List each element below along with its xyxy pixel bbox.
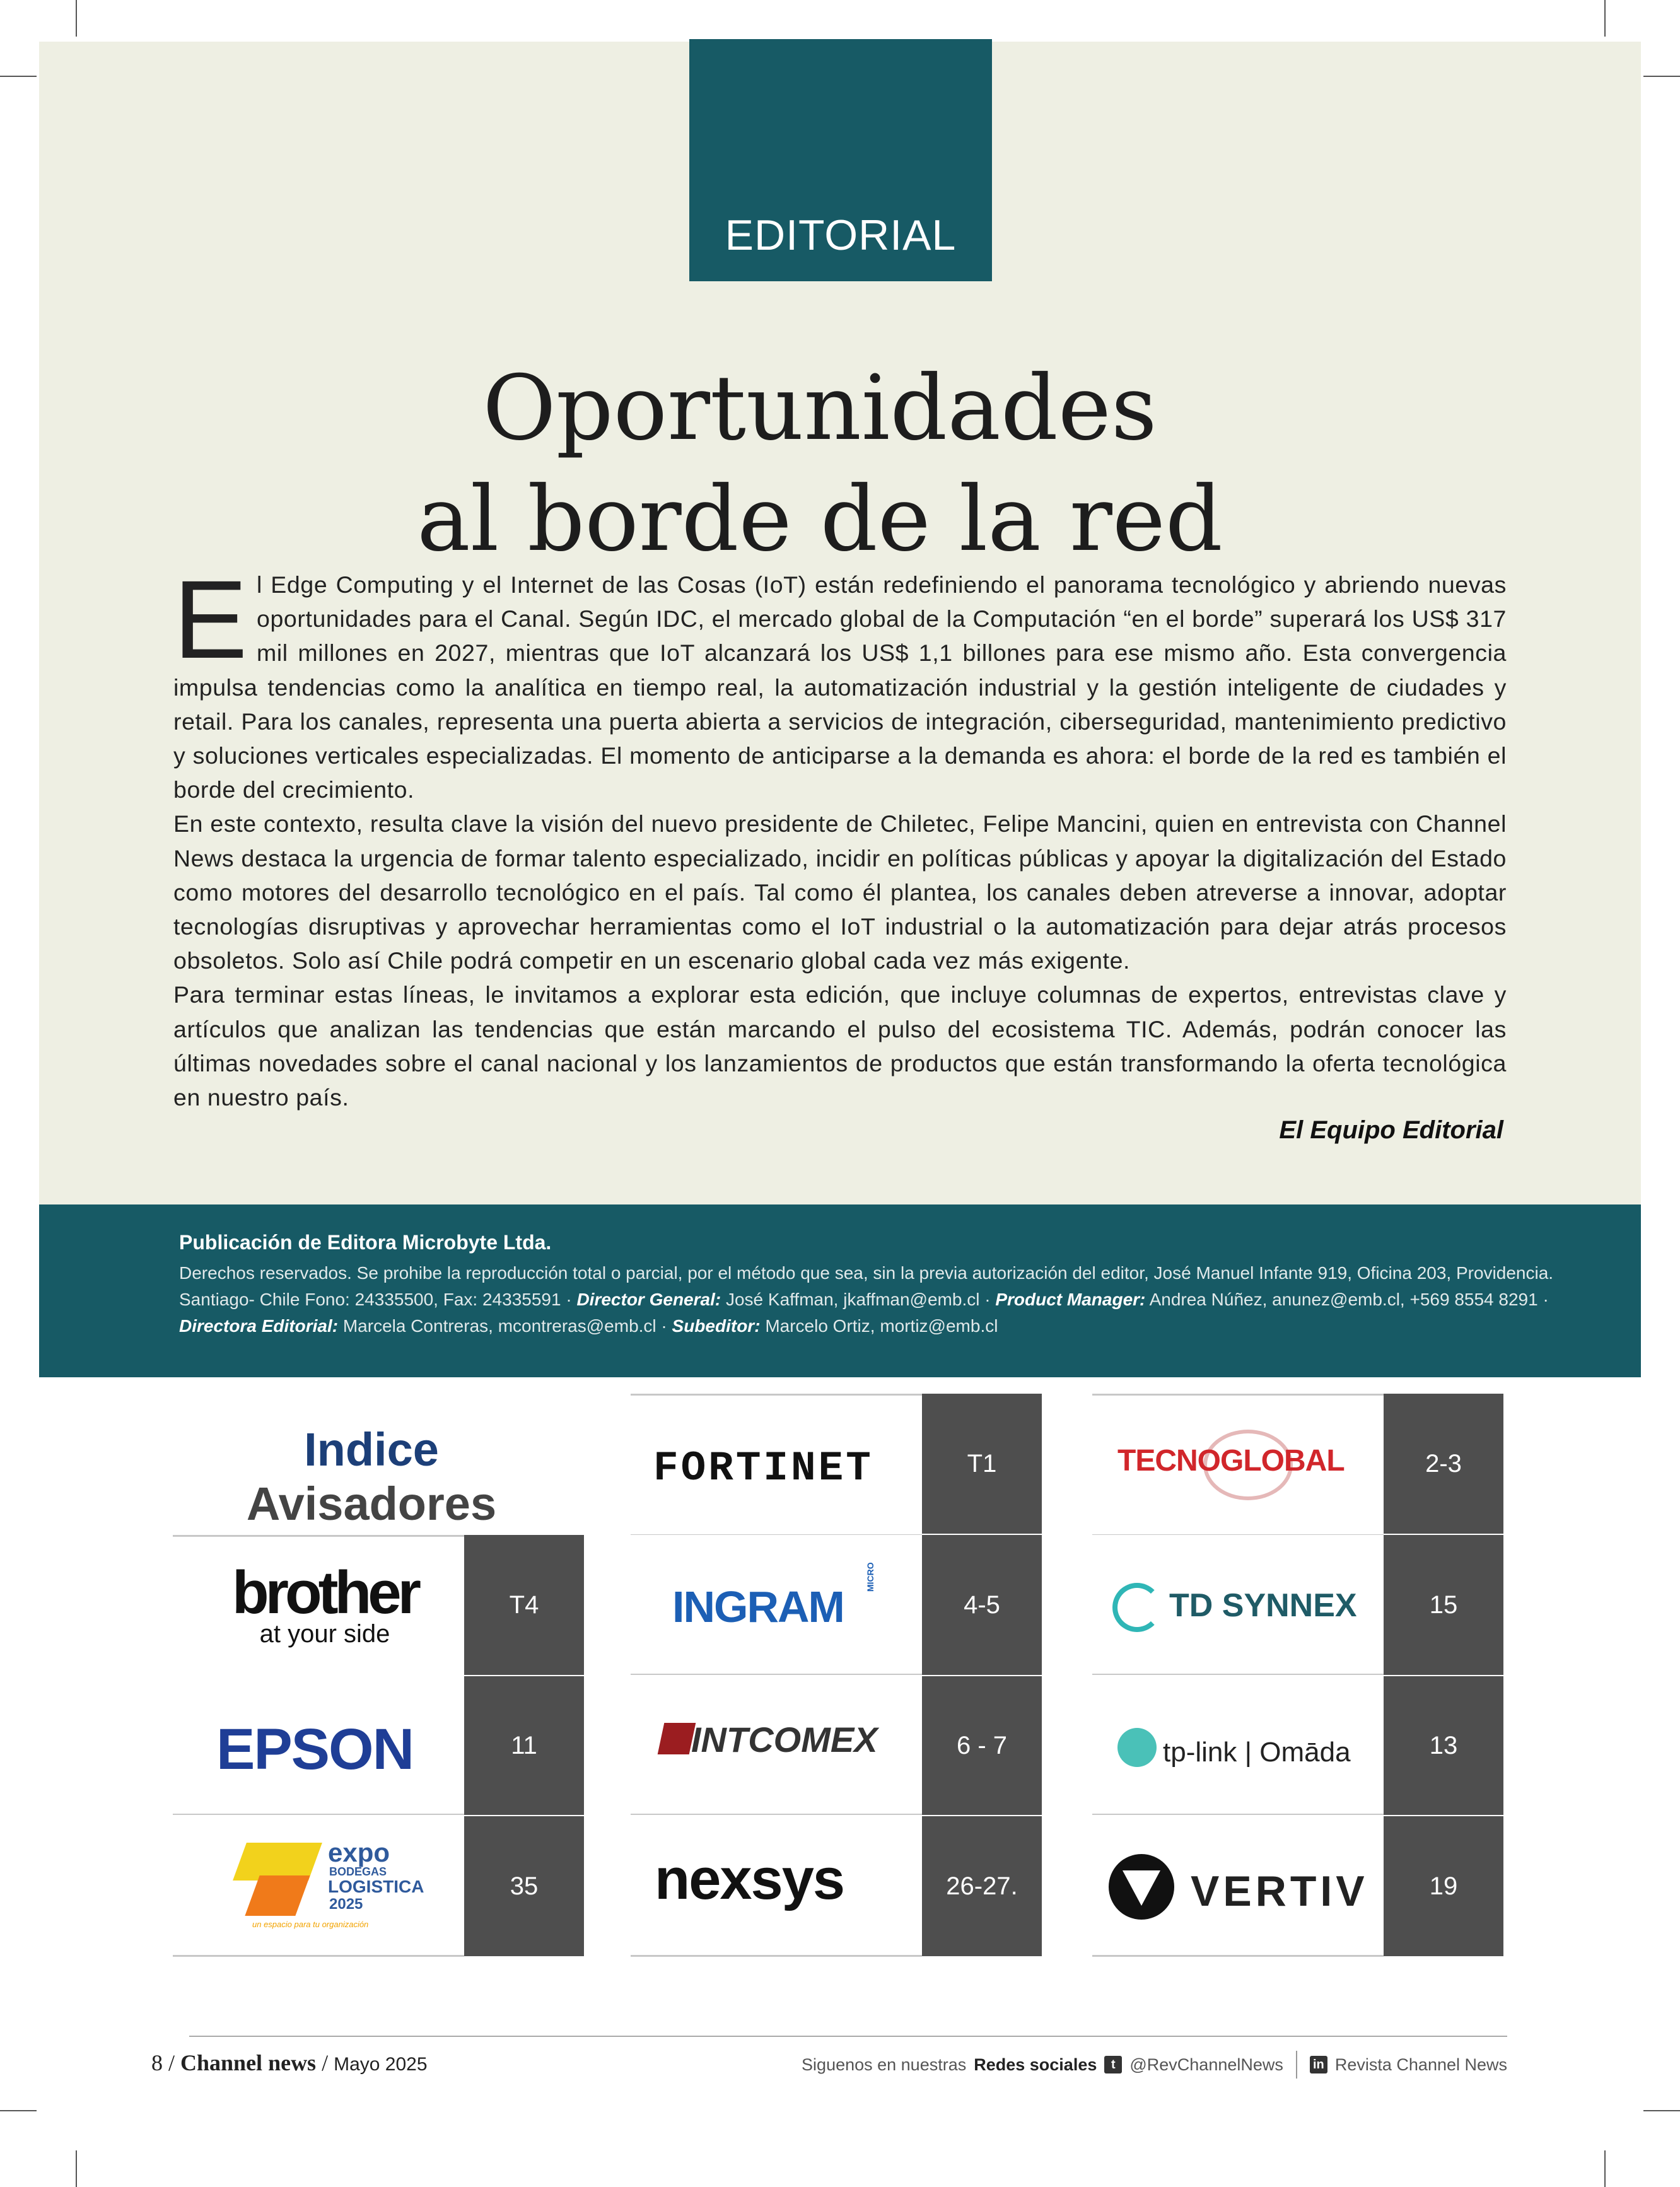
credits-text: Derechos reservados. Se prohibe la reproducción total o parcial, por el método que sea, sin la previa autorización del editor, José Manuel Infante 919, Oficina 203, Providencia. Santiago- Chile Fono: 24335500, Fax: 24335591 · (179, 1263, 1554, 1309)
publisher-band (39, 1204, 1641, 1377)
advertiser-cell-ingram (631, 1535, 922, 1676)
expo-mark (233, 1843, 319, 1918)
nexsys-logo: nexsys (655, 1847, 844, 1911)
footer-rule (189, 2036, 1507, 2037)
page-ref-expo: 35 (464, 1816, 584, 1956)
ingram-logo: INGRAM (672, 1582, 844, 1631)
advertiser-cell-intcomex (631, 1675, 922, 1816)
advertiser-cell-nexsys (631, 1815, 922, 1957)
issue-date: Mayo 2025 (334, 2054, 428, 2075)
publisher-title: Publicación de Editora Microbyte Ltda. (179, 1231, 552, 1254)
expo-tagline: un espacio para tu organización (252, 1920, 369, 1929)
social-links (802, 2051, 1507, 2079)
signature: El Equipo Editorial (1279, 1116, 1503, 1144)
tdsynnex-logo: TD SYNNEX (1169, 1587, 1357, 1624)
expo-logistica: LOGISTICA (328, 1877, 424, 1896)
page-ref-epson: 11 (464, 1676, 584, 1815)
crop-mark (0, 76, 37, 77)
page-ref-ingram: 4-5 (922, 1535, 1042, 1675)
tplink-icon (1117, 1728, 1157, 1767)
crop-mark (0, 2110, 37, 2111)
section-tag (689, 39, 992, 281)
expo-logo (233, 1839, 423, 1933)
footer-folio (151, 2050, 428, 2076)
page-ref-tdsynnex: 15 (1384, 1535, 1503, 1675)
brother-tagline: at your side (259, 1620, 390, 1648)
advertiser-cell-epson (173, 1675, 464, 1816)
magazine-name-a: Channel (180, 2050, 263, 2075)
index-title-line-1: Indice (304, 1423, 439, 1476)
tecnoglobal-logo: TECNOGLOBAL (1117, 1444, 1345, 1478)
brother-logo (221, 1559, 429, 1648)
page-ref-fortinet: T1 (922, 1394, 1042, 1534)
folio-slash: / (168, 2050, 181, 2075)
expo-year: 2025 (329, 1896, 363, 1913)
drop-cap: E (173, 558, 248, 682)
advertiser-cell-vertiv (1092, 1815, 1384, 1957)
page-ref-nexsys: 26-27. (922, 1816, 1042, 1956)
social-divider (1296, 2051, 1297, 2079)
pm-label: Product Manager: (995, 1290, 1146, 1309)
page-ref-brother: T4 (464, 1535, 584, 1675)
crop-mark (76, 2150, 77, 2187)
linkedin-name[interactable]: Revista Channel News (1334, 2055, 1507, 2074)
pm-value: Andrea Núñez, anunez@emb.cl, +569 8554 8291 · (1149, 1290, 1549, 1309)
page-ref-tecnoglobal: 2-3 (1384, 1394, 1503, 1534)
editorial-label: Directora Editorial: (179, 1316, 339, 1336)
magazine-name-b: news (268, 2050, 317, 2075)
crop-mark (1643, 76, 1680, 77)
follow-text: Siguenos en nuestras (802, 2055, 967, 2074)
crop-mark (1604, 0, 1606, 37)
editorial-value: Marcela Contreras, mcontreras@emb.cl · (342, 1316, 667, 1336)
brother-wordmark: brother (232, 1559, 417, 1626)
follow-bold: Redes sociales (974, 2055, 1097, 2074)
epson-logo: EPSON (216, 1717, 414, 1782)
intcomex-mark (658, 1723, 696, 1754)
section-tag-label: EDITORIAL (725, 211, 957, 259)
expo-word: expo (328, 1838, 390, 1867)
publisher-credits (179, 1260, 1554, 1339)
paragraph-3: Para terminar estas líneas, le invitamos a explorar esta edición, que incluye columnas de expertos, entrevistas clave y artículos que analizan las tendencias que están marcando el pulso del ecosistema TIC. Además, podrán conocer las últimas novedades sobre el canal nacional y los lanzamientos de productos que están transformando la oferta tecnológica en nuestro país. (173, 981, 1507, 1111)
fortinet-logo: FORTINET (653, 1445, 873, 1492)
vertiv-logo: VERTIV (1191, 1867, 1368, 1915)
page-number: 8 (151, 2050, 163, 2075)
advertiser-cell-expo (173, 1815, 464, 1957)
director-label: Director General: (576, 1290, 721, 1309)
advertiser-cell-brother (173, 1535, 464, 1677)
index-title-line-2: Avisadores (246, 1478, 497, 1530)
crop-mark (1604, 2150, 1606, 2187)
paragraph-1-text: l Edge Computing y el Internet de las Cosas (IoT) están redefiniendo el panorama tecnológico y abriendo nuevas oportunidades para el Canal. Según IDC, el mercado global de la Computación “en el borde” superará los US$ 317 mil millones en 2027, mientras que IoT alcanzará los US$ 1,1 billones para ese mismo año. Esta convergencia impulsa tendencias como la analítica en tiempo real, la automatización industrial y la gestión inteligente de ciudades y retail. Para los canales, representa una puerta abierta a servicios de integración, ciberseguridad, mantenimiento predictivo y soluciones verticales especializadas. El momento de anticiparse a la demanda es ahora: el borde de la red es también el borde del crecimiento. (173, 571, 1507, 803)
subeditor-label: Subeditor: (672, 1316, 761, 1336)
page-ref-intcomex: 6 - 7 (922, 1676, 1042, 1815)
advertiser-cell-tplink (1092, 1675, 1384, 1816)
ingram-micro: MICRO (865, 1562, 875, 1592)
title-line-2: al borde de la red (417, 467, 1223, 571)
article-title (0, 353, 1640, 575)
paragraph-1 (173, 558, 1507, 807)
director-value: José Kaffman, jkaffman@emb.cl · (725, 1290, 991, 1309)
tdsynnex-icon (1112, 1583, 1162, 1632)
crop-mark (1643, 2110, 1680, 2111)
page-ref-vertiv: 19 (1384, 1816, 1503, 1956)
article-body (173, 558, 1507, 1114)
advertiser-cell-fortinet (631, 1394, 922, 1536)
linkedin-icon[interactable]: in (1310, 2056, 1327, 2073)
paragraph-2: En este contexto, resulta clave la visión del nuevo presidente de Chiletec, Felipe Mancini, quien en entrevista con Channel News destaca la urgencia de formar talento especializado, incidir en políticas públicas y apoyar la digitalización del Estado como motores del desarrollo tecnológico en el país. Tal como él plantea, los canales deben atreverse a innovar, adoptar tecnologías disruptivas y aprovechar herramientas como el IoT industrial o la automatización para dejar atrás procesos obsoletos. Solo así Chile podrá competir en un escenario global cada vez más exigente. (173, 810, 1507, 974)
advertiser-cell-tdsynnex (1092, 1535, 1384, 1676)
subeditor-value: Marcelo Ortiz, mortiz@emb.cl (765, 1316, 998, 1336)
crop-mark (76, 0, 77, 37)
index-title (173, 1423, 570, 1531)
twitter-handle[interactable]: @RevChannelNews (1129, 2055, 1283, 2074)
tplink-logo: tp-link | Omāda (1163, 1737, 1351, 1768)
vertiv-icon (1109, 1854, 1174, 1920)
intcomex-logo: INTCOMEX (691, 1720, 878, 1759)
advertiser-cell-tecnoglobal (1092, 1394, 1384, 1536)
title-line-1: Oportunidades (482, 356, 1157, 460)
page-ref-tplink: 13 (1384, 1676, 1503, 1815)
expo-bodegas: BODEGAS (329, 1865, 387, 1878)
folio-slash-2: / (322, 2050, 334, 2075)
twitter-icon[interactable]: t (1104, 2056, 1122, 2073)
